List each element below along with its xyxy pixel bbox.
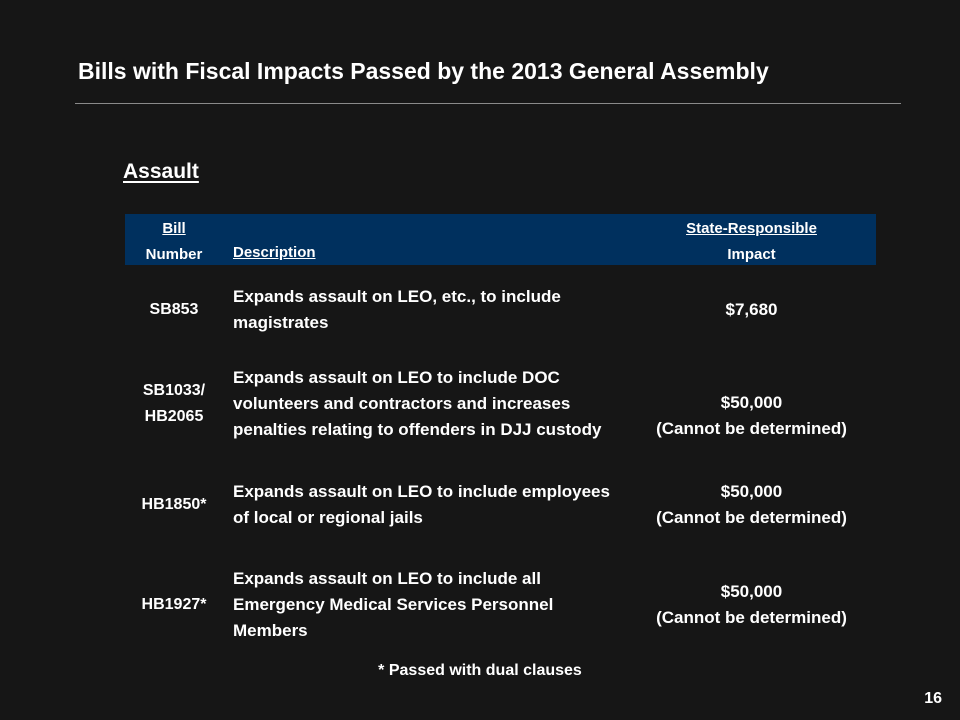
impact-amount: $50,000 (720, 482, 783, 501)
header-bill-label: Bill (162, 220, 186, 237)
page-number: 16 (924, 690, 942, 707)
table-row (125, 565, 876, 645)
header-impact-label: Impact (727, 246, 776, 263)
slide-title: Bills with Fiscal Impacts Passed by the 2013 General Assembly (78, 58, 769, 84)
bill-impact: $7,680 (725, 300, 778, 319)
table-row (125, 351, 876, 457)
bill-impact (625, 565, 878, 645)
bill-impact (625, 477, 878, 533)
header-description: Description (233, 244, 316, 261)
bill-description: Expands assault on LEO to include DOC volunteers and contractors and increases penalties relating to offenders in DJJ custody (233, 368, 602, 439)
impact-note: (Cannot be determined) (656, 608, 847, 627)
section-heading: Assault (123, 160, 199, 183)
header-number-label: Number (145, 246, 203, 263)
impact-amount: $50,000 (720, 582, 783, 601)
header-bill-number (125, 216, 223, 268)
table-row (125, 282, 876, 338)
footnote-text: * Passed with dual clauses (378, 662, 582, 679)
bill-number-line1: SB1033/ (142, 382, 206, 399)
bill-description: Expands assault on LEO, etc., to include magistrates (233, 287, 561, 332)
bill-number-line2: HB2065 (144, 408, 204, 425)
table-row (125, 477, 876, 533)
bill-description: Expands assault on LEO to include employees of local or regional jails (233, 482, 610, 527)
bill-impact (625, 363, 878, 469)
impact-note: (Cannot be determined) (656, 508, 847, 527)
bill-number: HB1927* (141, 596, 207, 613)
bill-number: SB853 (149, 301, 199, 318)
bill-description: Expands assault on LEO to include all Emergency Medical Services Personnel Members (233, 569, 554, 640)
table-header (125, 214, 876, 265)
bill-number: HB1850* (141, 496, 207, 513)
header-impact (625, 216, 878, 268)
bill-number (125, 351, 223, 457)
footnote (0, 662, 960, 680)
impact-amount: $50,000 (720, 393, 783, 412)
title-divider (75, 103, 901, 104)
impact-note: (Cannot be determined) (656, 419, 847, 438)
header-state-responsible-label: State-Responsible (686, 220, 817, 237)
